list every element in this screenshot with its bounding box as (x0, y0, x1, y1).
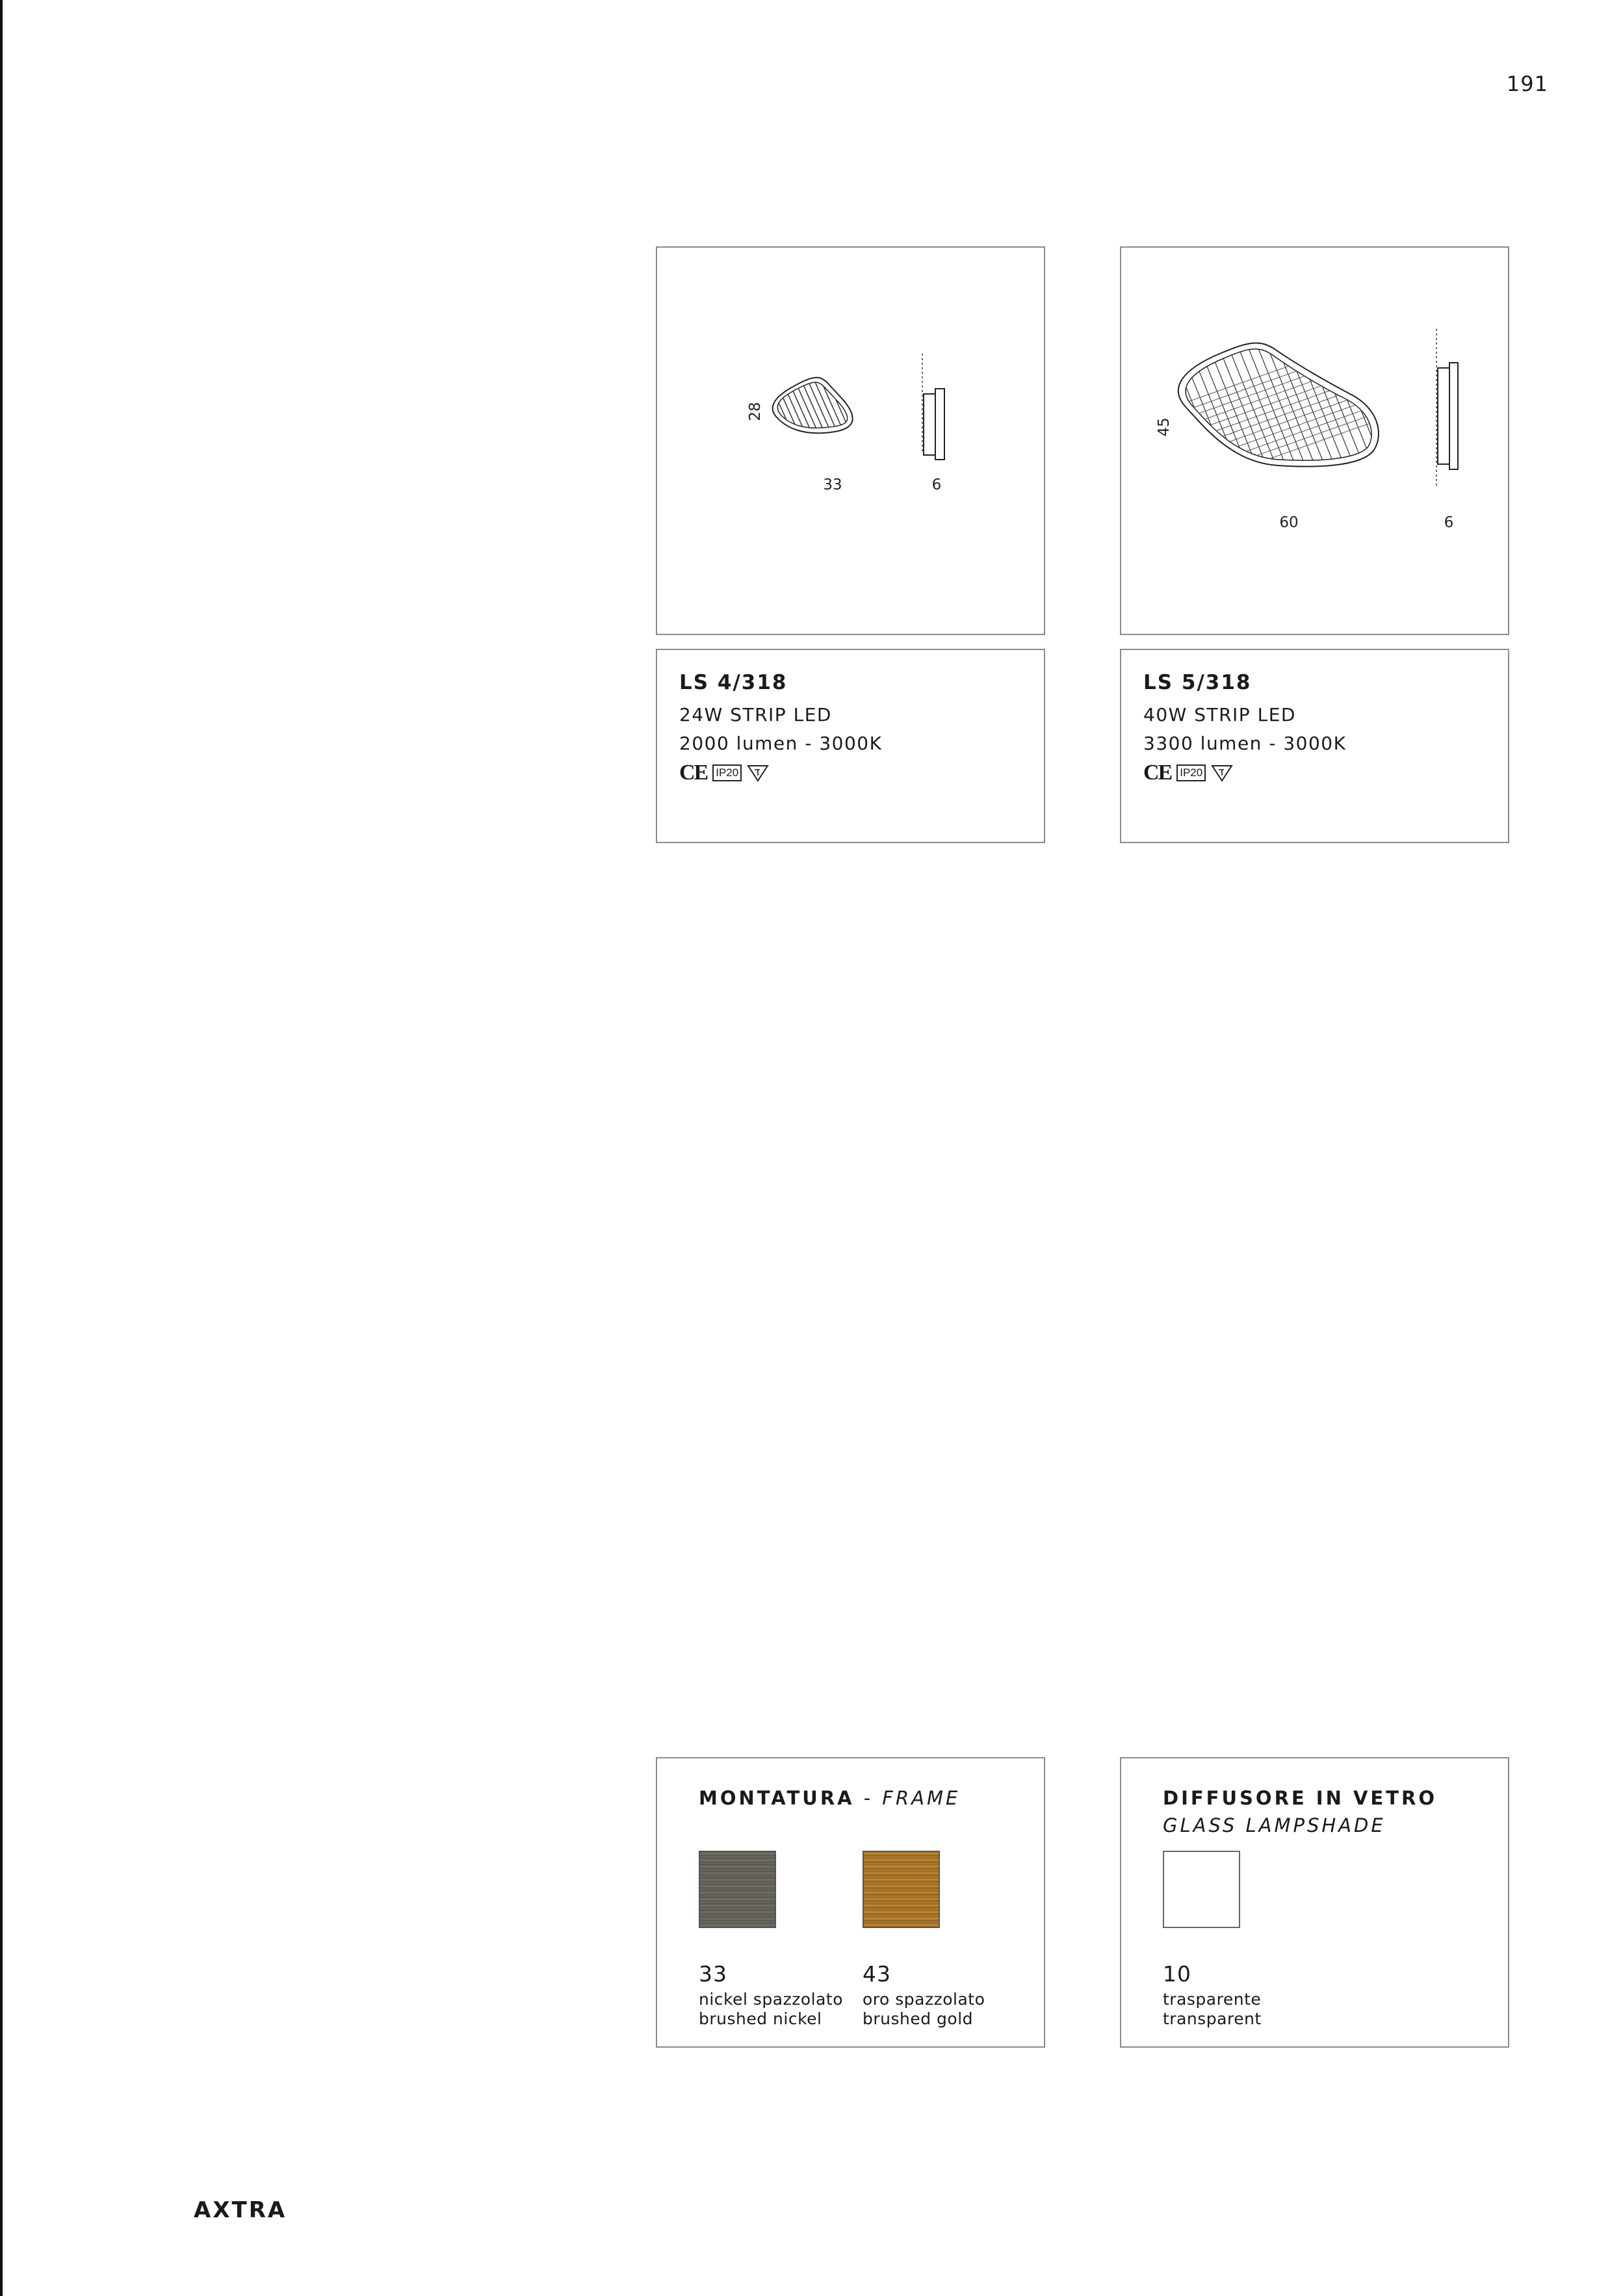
dim-height-label: 45 (1156, 417, 1173, 437)
glass-finish-title: DIFFUSORE IN VETRO (1163, 1787, 1437, 1809)
ce-mark: CE (679, 761, 708, 785)
swatch-brushed-nickel[interactable] (699, 1851, 776, 1928)
finish-name-en: transparent (1163, 2009, 1262, 2028)
frame-title-it: MONTATURA (699, 1787, 855, 1809)
swatch-brushed-gold[interactable] (863, 1851, 940, 1928)
swatch-transparent[interactable] (1163, 1851, 1240, 1928)
finish-code: 10 (1163, 1961, 1191, 1987)
certifications (1143, 762, 1486, 784)
finish-code: 43 (863, 1961, 891, 1987)
drawing-ls5-svg (1121, 248, 1508, 634)
glass-finishes (1120, 1757, 1509, 2048)
finish-name-it: trasparente (1163, 1990, 1262, 2009)
finish-code: 33 (699, 1961, 727, 1987)
page-spine (0, 0, 3, 2296)
finish-name-en: brushed gold (863, 2009, 974, 2028)
product-code: LS 4/318 (679, 671, 788, 694)
product-drawing-ls4 (656, 246, 1045, 635)
finish-name-en: brushed nickel (699, 2009, 822, 2028)
product-power: 24W STRIP LED (679, 704, 832, 725)
glass-finish-subtitle: GLASS LAMPSHADE (1163, 1814, 1386, 1836)
frame-finishes (656, 1757, 1045, 2048)
product-output: 2000 lumen - 3000K (679, 733, 883, 754)
product-output: 3300 lumen - 3000K (1143, 733, 1347, 754)
ce-mark: CE (1143, 761, 1172, 785)
dim-depth-label: 6 (931, 476, 942, 493)
frame-title-separator: - (863, 1787, 874, 1809)
product-power: 40W STRIP LED (1143, 704, 1296, 725)
dim-width-label: 60 (1279, 514, 1299, 531)
page-number: 191 (1506, 72, 1548, 96)
diffuser-outline-large (1186, 349, 1371, 460)
product-code: LS 5/318 (1143, 671, 1252, 694)
product-drawing-ls5 (1120, 246, 1509, 635)
frame-finish-title (699, 1787, 960, 1809)
product-info-ls5 (1120, 649, 1509, 843)
product-info-ls4 (656, 649, 1045, 843)
ip-rating: IP20 (1176, 764, 1206, 781)
finish-name-it: nickel spazzolato (699, 1990, 844, 2009)
ip-rating: IP20 (712, 764, 742, 781)
furniture-mount-icon (1211, 764, 1233, 782)
drawing-ls4-svg (657, 248, 1044, 634)
dim-width-label: 33 (823, 476, 842, 493)
dim-depth-label: 6 (1444, 514, 1454, 531)
finish-name-it: oro spazzolato (863, 1990, 985, 2009)
dim-height-label: 28 (747, 402, 764, 421)
furniture-mount-icon (747, 764, 769, 782)
frame-title-en: FRAME (882, 1787, 961, 1809)
brand-name: AXTRA (194, 2197, 287, 2223)
certifications (679, 762, 1022, 784)
